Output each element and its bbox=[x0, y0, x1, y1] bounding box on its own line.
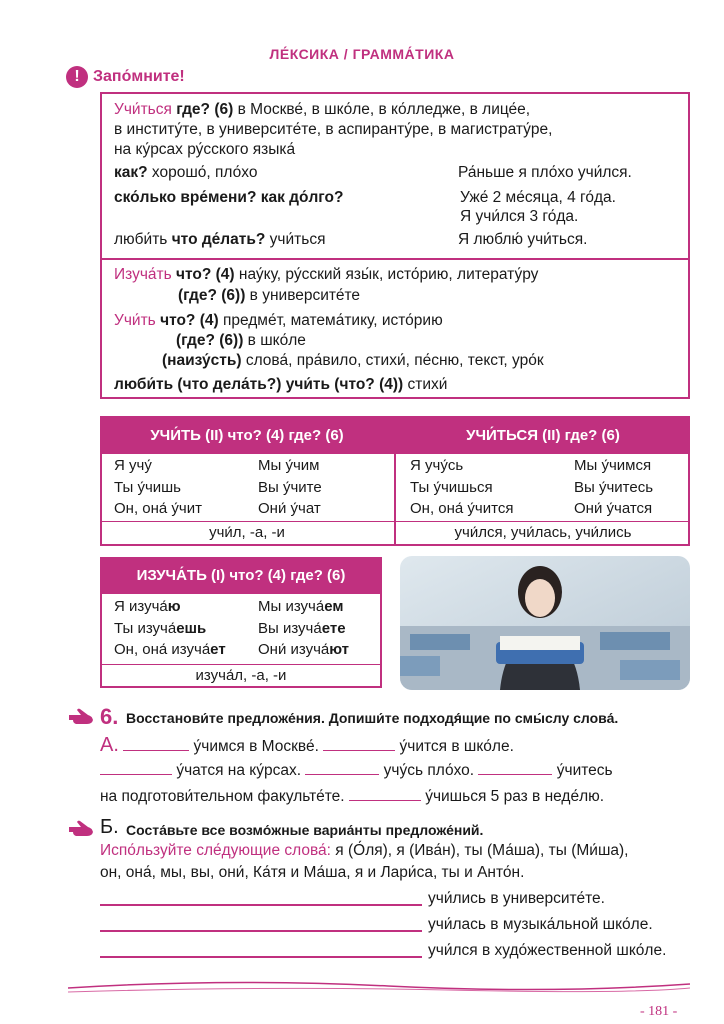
table3-cell: Мы изуча́ем bbox=[258, 598, 344, 615]
table1-header: УЧИ́ТЬ (II) что? (4) где? (6) bbox=[100, 416, 394, 454]
remember-label: Запо́мните! bbox=[93, 68, 185, 85]
table1-cell: Он, она́ у́чит bbox=[114, 500, 202, 517]
exercise-b-sentence-2: учи́лась в музыка́льной шко́ле. bbox=[428, 916, 653, 933]
memo-line-3: на ку́рсах ру́сского языка́ bbox=[114, 141, 296, 158]
memo-example-4: Я люблю́ учи́ться. bbox=[458, 231, 588, 248]
table3-past-divider bbox=[100, 664, 382, 665]
table2-header: УЧИ́ТЬСЯ (II) где? (6) bbox=[396, 416, 690, 454]
table1-cell: Ты у́чишь bbox=[114, 479, 181, 496]
memo-divider bbox=[100, 258, 690, 260]
memo-example-3: Я учи́лся 3 го́да. bbox=[460, 208, 579, 225]
pointing-hand-icon bbox=[68, 706, 96, 726]
memo-example-1: Ра́ньше я пло́хо учи́лся. bbox=[458, 164, 632, 181]
memo-line-11: (где? (6)) в шко́ле bbox=[176, 332, 306, 349]
writing-line[interactable] bbox=[100, 956, 422, 958]
table1-cell: Мы у́чим bbox=[258, 457, 320, 474]
footer-wave-decoration bbox=[68, 978, 690, 998]
table2-cell: Ты у́чишься bbox=[410, 479, 493, 496]
memo-line-4: как? хорошо́, пло́хо bbox=[114, 164, 258, 181]
exercise-b-label: Б. bbox=[100, 816, 119, 838]
memo-line-5: ско́лько вре́мени? как до́лго? bbox=[114, 189, 344, 206]
table3-cell: Ты изуча́ешь bbox=[114, 620, 207, 637]
memo-line-13: люби́ть (что дела́ть?) учи́ть (что? (4)) стихи́ bbox=[114, 376, 448, 393]
blank-field[interactable] bbox=[323, 736, 395, 751]
table1-cell: Вы у́чите bbox=[258, 479, 322, 496]
exercise-b-words-2: он, она́, мы, вы, они́, Ка́тя и Ма́ша, я и Лари́са, ты и Анто́н. bbox=[100, 864, 525, 881]
remember-heading bbox=[66, 66, 185, 88]
exercise-b-sentence-3: учи́лся в худо́жественной шко́ле. bbox=[428, 942, 667, 959]
section-header: ЛЕ́КСИКА / ГРАММА́ТИКА bbox=[269, 46, 455, 62]
writing-line[interactable] bbox=[100, 904, 422, 906]
memo-line-9: (где? (6)) в университе́те bbox=[178, 287, 360, 304]
exercise-6-line-1: А. у́чимся в Москве́. у́чится в шко́ле. bbox=[100, 734, 514, 756]
table2-cell: Вы у́читесь bbox=[574, 479, 654, 496]
exercise-6-line-3: на подготови́тельном факульте́те. у́чишься 5 раз в неде́лю. bbox=[100, 788, 605, 805]
table1-past: учи́л, -а, -и bbox=[209, 524, 285, 541]
table3-past: изуча́л, -а, -и bbox=[195, 667, 287, 684]
memo-line-12: (наизу́сть) слова́, пра́вило, стихи́, пе́сню, текст, уро́к bbox=[162, 352, 544, 369]
exercise-b-sentence-1: учи́лись в университе́те. bbox=[428, 890, 605, 907]
table2-past: учи́лся, учи́лась, учи́лись bbox=[454, 524, 632, 541]
memo-line-7: люби́ть что де́лать? учи́ться bbox=[114, 231, 326, 248]
exercise-6-number: 6. bbox=[100, 704, 119, 729]
pointing-hand-icon bbox=[68, 818, 96, 838]
blank-field[interactable] bbox=[100, 760, 172, 775]
memo-line-2: в институ́те, в университе́те, в аспиранту́ре, в магистрату́ре, bbox=[114, 121, 553, 138]
page-number: - 181 - bbox=[640, 1004, 678, 1019]
exercise-b-words-1: Испо́льзуйте сле́дующие слова́: я (О́ля), я (Ива́н), ты (Ма́ша), ты (Ми́ша), bbox=[100, 842, 629, 859]
exercise-6-line-2: у́чатся на ку́рсах. учу́сь пло́хо. у́читесь bbox=[100, 760, 613, 780]
exercise-b-title: Соста́вьте все возмо́жные вариа́нты предложе́ний. bbox=[126, 822, 484, 838]
table1-cell: Они́ у́чат bbox=[258, 500, 321, 517]
table2-cell: Они́ у́чатся bbox=[574, 500, 653, 517]
blank-field[interactable] bbox=[349, 786, 421, 801]
table3-header: ИЗУЧА́ТЬ (I) что? (4) где? (6) bbox=[100, 557, 382, 594]
student-photo bbox=[400, 556, 690, 690]
blank-field[interactable] bbox=[123, 736, 189, 751]
table1-cell: Я учу́ bbox=[114, 457, 152, 474]
blank-field[interactable] bbox=[478, 760, 552, 775]
table3-cell: Он, она́ изуча́ет bbox=[114, 641, 226, 658]
table2-cell: Мы у́чимся bbox=[574, 457, 652, 474]
exercise-6-title: Восстанови́те предложе́ния. Допиши́те подходя́щие по смы́слу слова́. bbox=[126, 710, 619, 726]
table3-cell: Вы изуча́ете bbox=[258, 620, 346, 637]
table3-cell: Они́ изуча́ют bbox=[258, 641, 350, 658]
memo-line-10: Учи́ть что? (4) предме́т, матема́тику, исто́рию bbox=[114, 312, 443, 329]
writing-line[interactable] bbox=[100, 930, 422, 932]
table2-cell: Он, она́ у́чится bbox=[410, 500, 514, 517]
table3-cell: Я изуча́ю bbox=[114, 598, 181, 615]
table-past-divider bbox=[100, 521, 690, 522]
memo-line-8: Изуча́ть что? (4) нау́ку, ру́сский язы́к, исто́рию, литерату́ру bbox=[114, 266, 539, 283]
table2-cell: Я учу́сь bbox=[410, 457, 464, 474]
exclamation-icon: ! bbox=[66, 66, 88, 88]
memo-example-2: Уже́ 2 ме́сяца, 4 го́да. bbox=[460, 189, 616, 206]
memo-line-1: Учи́ться где? (6) в Москве́, в шко́ле, в ко́лледже, в лице́е, bbox=[114, 101, 531, 118]
blank-field[interactable] bbox=[305, 760, 379, 775]
